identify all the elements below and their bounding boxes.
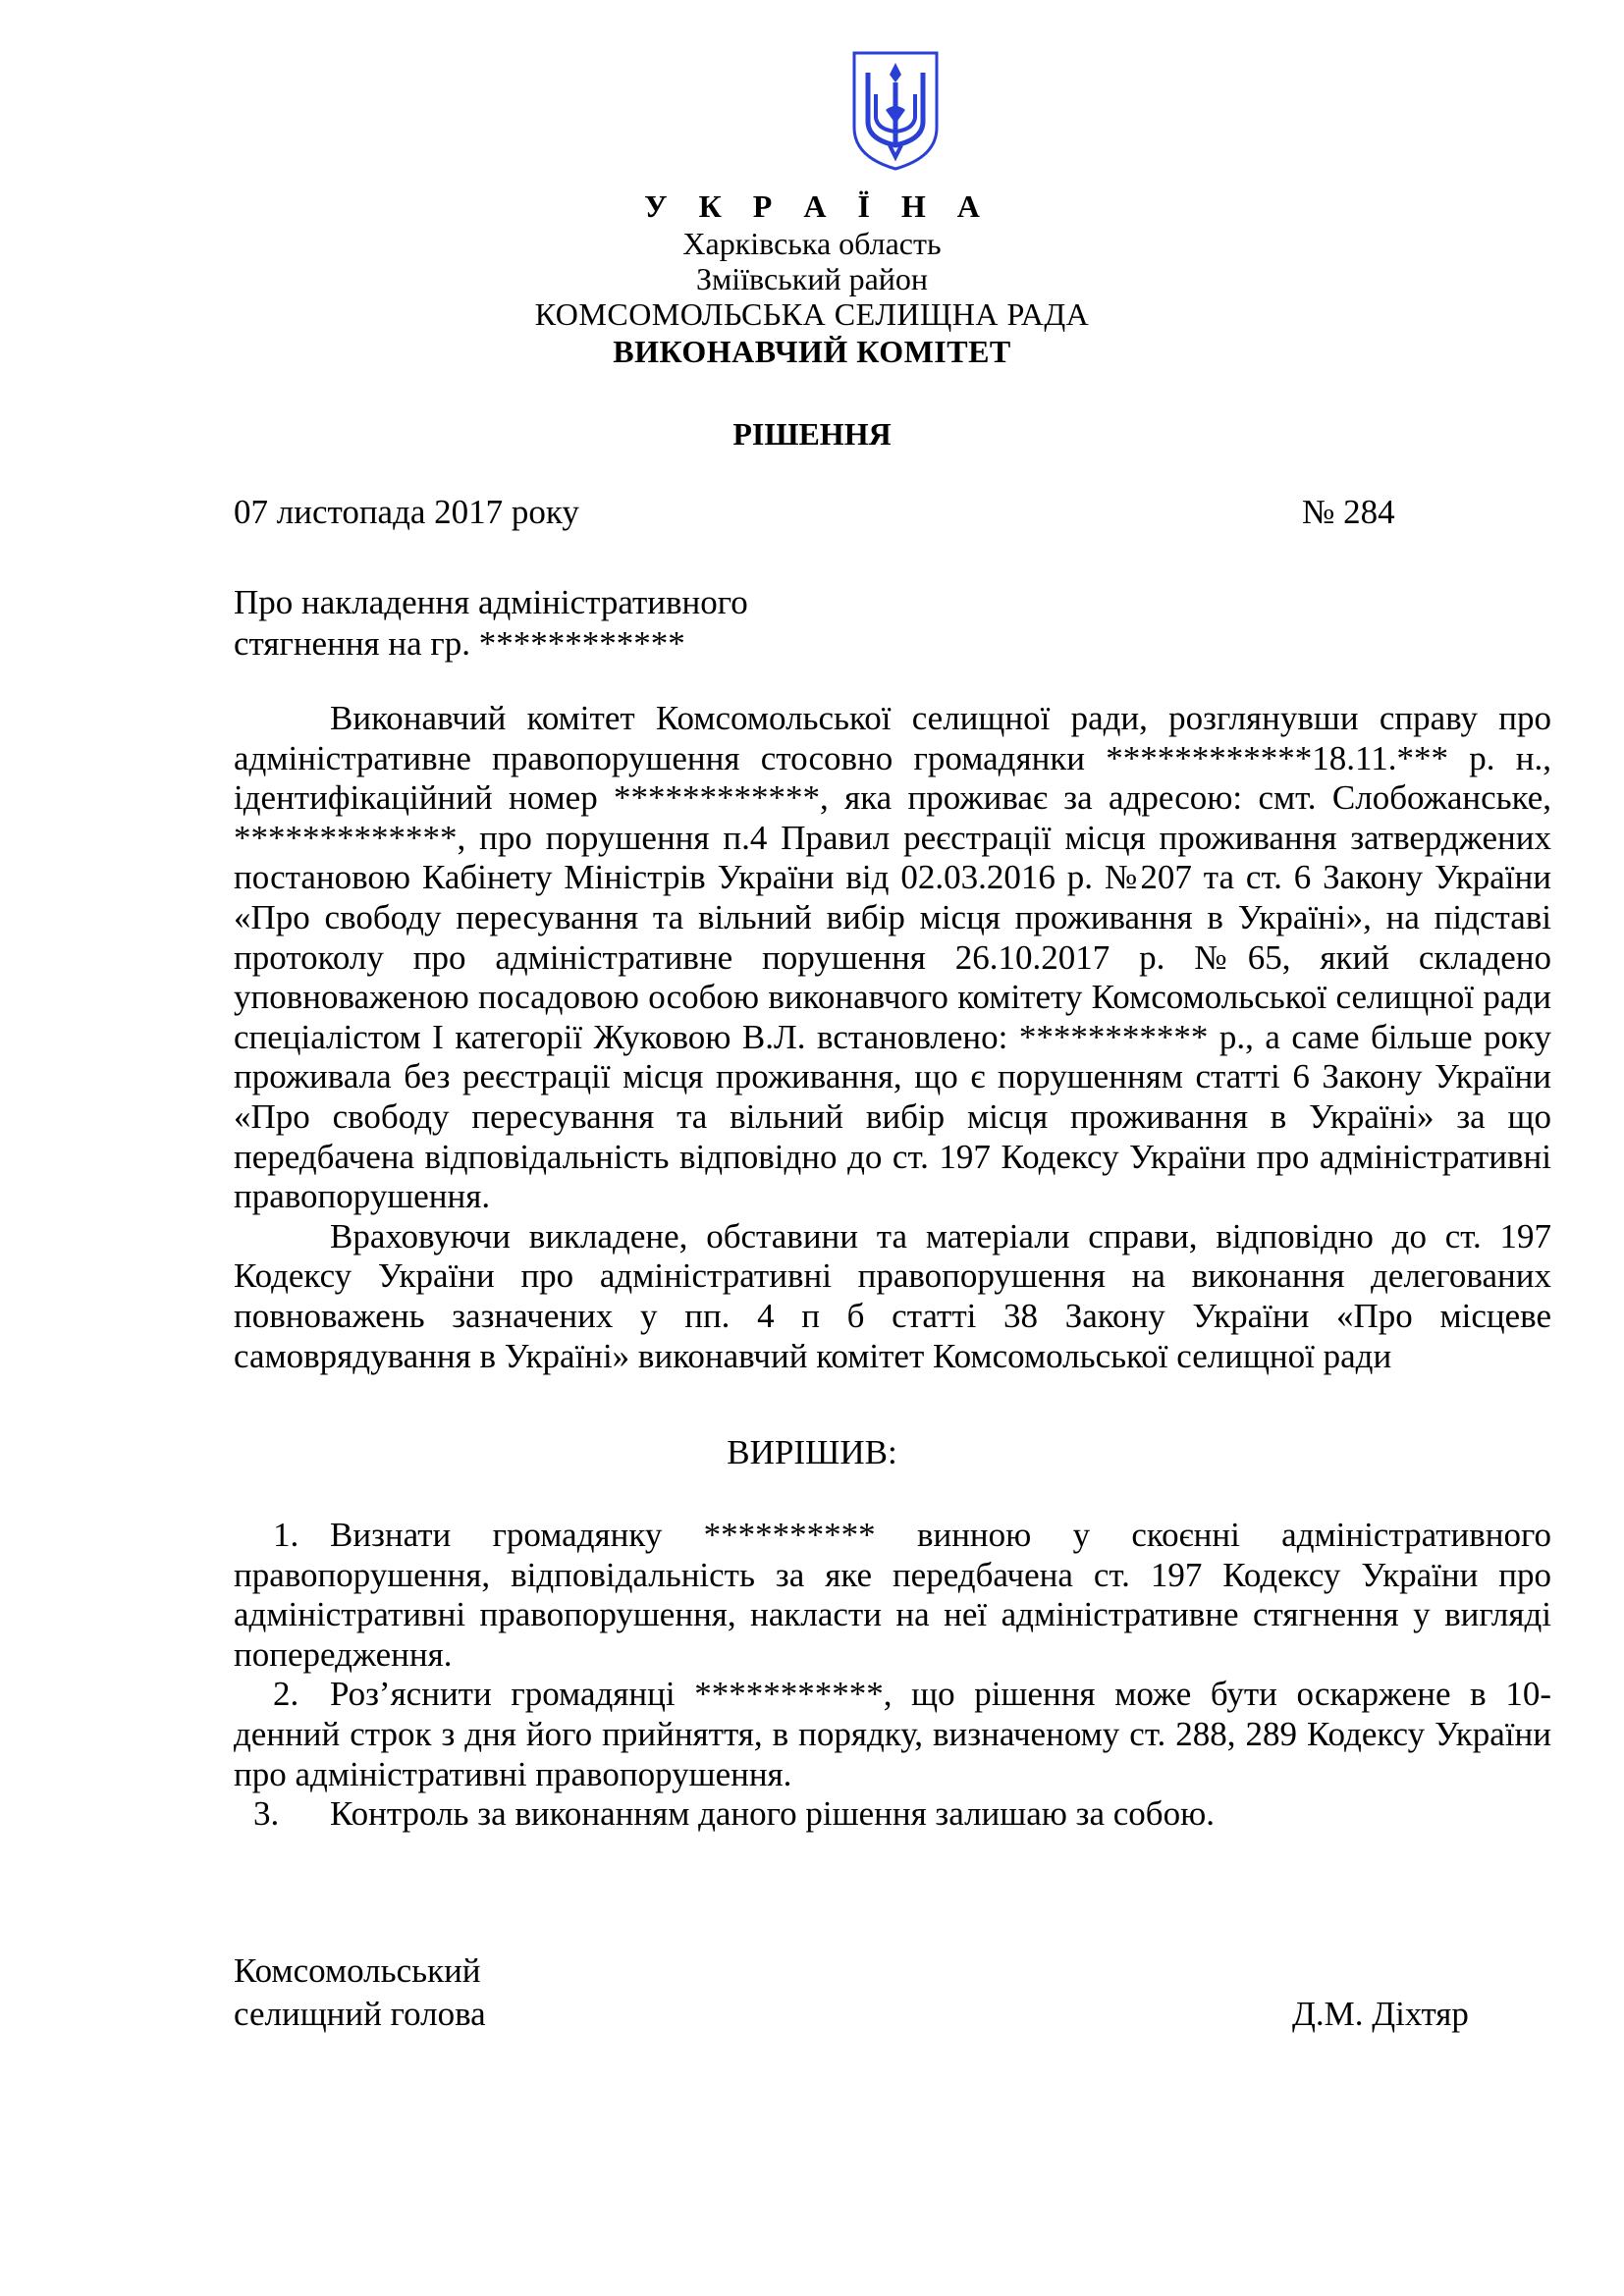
trident-coat-of-arms-icon <box>850 49 941 173</box>
subject-line-2: стягнення на гр. ************ <box>234 624 685 663</box>
decision-item-2 <box>234 1675 1551 1794</box>
oblast-line: Харківська область <box>682 226 942 261</box>
signatory-title-line-1: Комсомольський <box>234 1951 481 1990</box>
decision-heading: ВИРІШИВ: <box>727 1433 897 1471</box>
document-type-heading: РІШЕННЯ <box>732 416 892 452</box>
signatory-name: Д.М. Діхтяр <box>1292 1995 1469 2033</box>
decision-item-number: 1. <box>273 1516 299 1554</box>
decision-item-text: Роз’яснити громадянці ***********, що рішення може бути оскаржене в 10-денний строк з дня його прийняття, в порядку, визначеному ст. 288, 289 Кодексу України про адміністративні правопорушення. <box>234 1675 1551 1793</box>
decision-item-1 <box>234 1516 1551 1675</box>
signatory-title-line-2: селищний голова <box>234 1995 486 2033</box>
decision-item-text: Контроль за виконанням даного рішення залишаю за собою. <box>330 1794 1216 1834</box>
body-paragraph-1: Виконавчий комітет Комсомольської селищної ради, розглянувши справу про адміністративне правопорушення стосовно громадянки ************18.11.*** р. н., ідентифікаційний номер ************, яка проживає за адресою: смт. Слобожанське, *************, про порушення п.4 Правил реєстрації місця проживання затверджених постановою Кабінету Міністрів України від 02.03.2016 р. №207 та ст. 6 Закону України «Про свободу пересування та вільний вибір місця проживання в Україні», на підставі протоколу про адміністративне порушення 26.10.2017 р. №65, який складено уповноваженою посадовою особою виконавчого комітету Комсомольської селищної ради спеціалістом І категорії Жуковою В.Л. встановлено: *********** р., а саме більше року проживала без реєстрації місця проживання, що є порушенням статті 6 Закону України «Про свободу пересування та вільний вибір місця проживання в Україні» за що передбачена відповідальність відповідно до ст. 197 Кодексу України про адміністративні правопорушення. <box>234 699 1551 1216</box>
subject-line-1: Про накладення адміністративного <box>234 583 748 621</box>
document-body <box>234 699 1551 1376</box>
decision-item-number: 2. <box>273 1675 299 1714</box>
decision-item-number: 3. <box>253 1794 280 1834</box>
decision-item-3 <box>234 1794 1551 1835</box>
committee-line: ВИКОНАВЧИЙ КОМІТЕТ <box>613 334 1011 369</box>
body-paragraph-2: Враховуючи викладене, обставини та матеріали справи, відповідно до ст. 197 Кодексу України про адміністративні правопорушення на виконання делегованих повноважень зазначених у пп. 4 п б статті 38 Закону України «Про місцеве самоврядування в Україні» виконавчий комітет Комсомольської селищної ради <box>234 1216 1551 1375</box>
decision-list <box>234 1516 1551 1835</box>
raion-line: Зміївський район <box>695 261 929 296</box>
document-number: № 284 <box>1302 493 1395 531</box>
decision-item-text: Визнати громадянку ********** винною у скоєнні адміністративного правопорушення, відповідальність за яке передбачена ст. 197 Кодексу України про адміністративні правопорушення, накласти на неї адміністративне стягнення у вигляді попередження. <box>234 1516 1551 1674</box>
document-date: 07 листопада 2017 року <box>234 493 579 531</box>
council-line: КОМСОМОЛЬСЬКА СЕЛИЩНА РАДА <box>534 296 1090 332</box>
country-title: У К Р А Ї Н А <box>644 188 992 224</box>
